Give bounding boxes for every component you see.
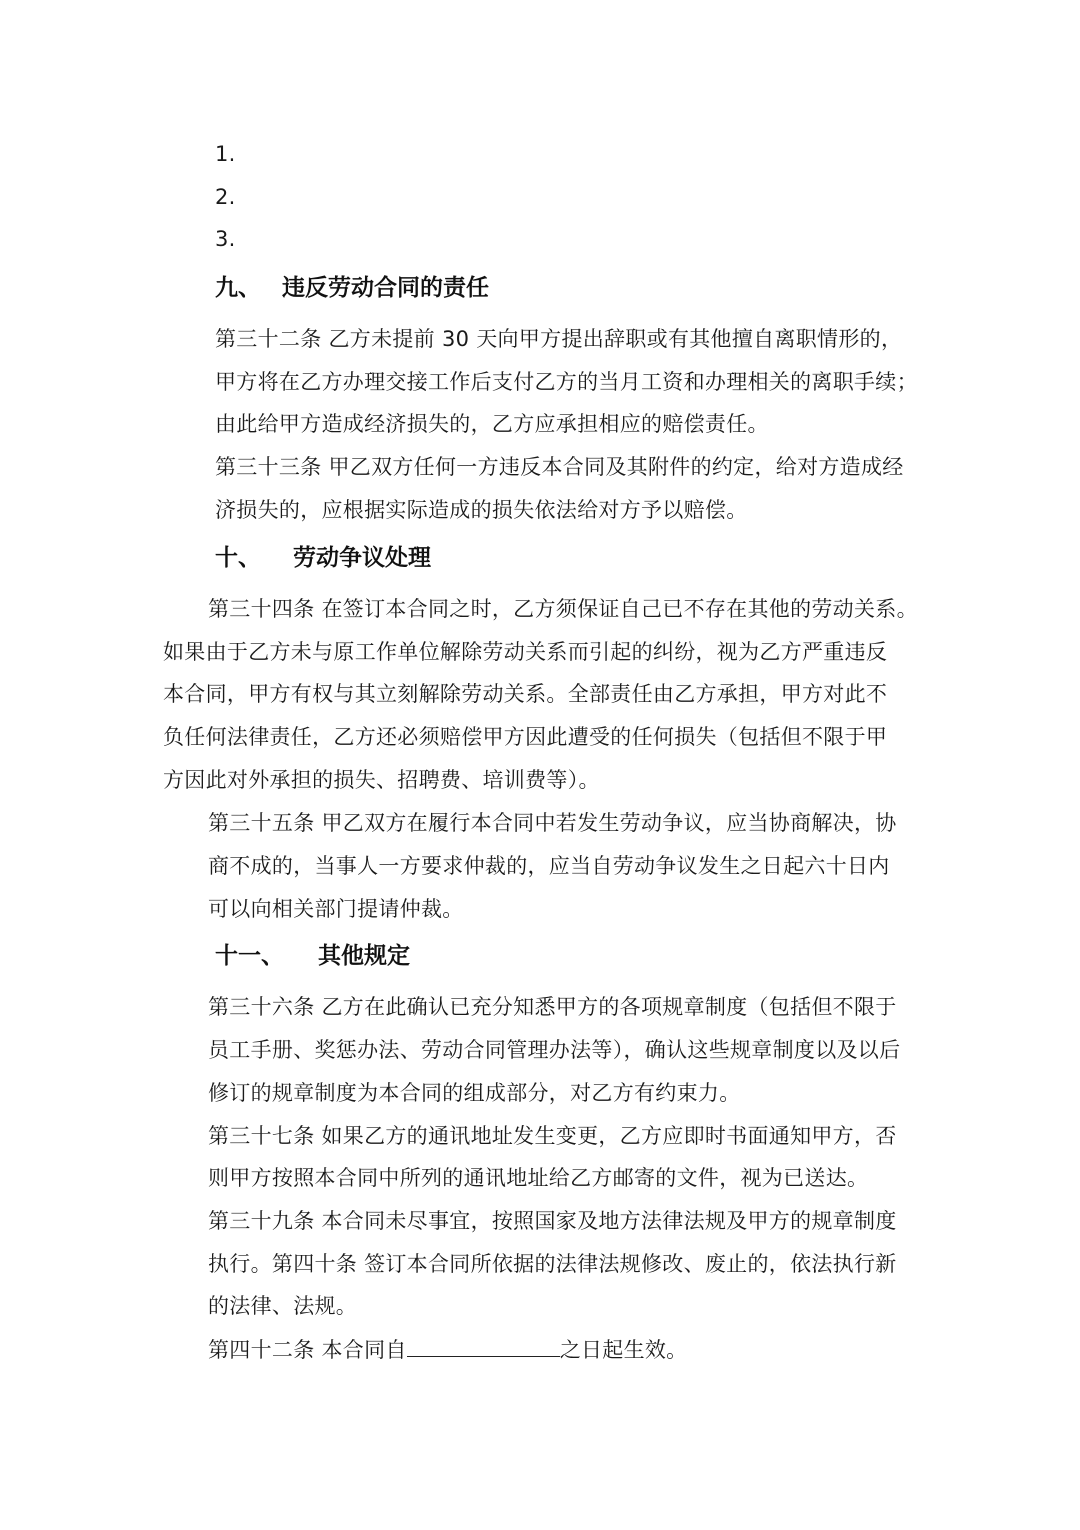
paragraph-line: 执行。第四十条 签订本合同所依据的法律法规修改、废止的，依法执行新 [208, 1252, 897, 1276]
paragraph-line: 的法律、法规。 [208, 1294, 358, 1318]
paragraph-line: 可以向相关部门提请仲裁。 [208, 897, 464, 921]
paragraph-line: 则甲方按照本合同中所列的通讯地址给乙方邮寄的文件，视为已送达。 [208, 1166, 869, 1190]
paragraph-line: 第三十七条 如果乙方的通讯地址发生变更，乙方应即时书面通知甲方，否 [208, 1124, 897, 1148]
paragraph-line: 如果由于乙方未与原工作单位解除劳动关系而引起的纠纷，视为乙方严重违反 [163, 640, 888, 664]
paragraph-line: 第三十六条 乙方在此确认已充分知悉甲方的各项规章制度（包括但不限于 [208, 995, 897, 1019]
paragraph-line: 第三十二条 乙方未提前 30 天向甲方提出辞职或有其他擅自离职情形的， [215, 327, 903, 351]
date-blank-field [407, 1336, 560, 1357]
paragraph-line: 第三十九条 本合同未尽事宜，按照国家及地方法律法规及甲方的规章制度 [208, 1209, 897, 1233]
section-11-title: 其他规定 [318, 943, 410, 969]
paragraph-line: 本合同，甲方有权与其立刻解除劳动关系。全部责任由乙方承担，甲方对此不 [163, 682, 888, 706]
effective-date-suffix: 之日起生效。 [559, 1338, 688, 1362]
paragraph-line: 商不成的，当事人一方要求仲裁的，应当自劳动争议发生之日起六十日内 [208, 854, 890, 878]
paragraph-line: 方因此对外承担的损失、招聘费、培训费等）。 [163, 768, 600, 792]
paragraph-line: 员工手册、奖惩办法、劳动合同管理办法等），确认这些规章制度以及以后 [208, 1038, 901, 1062]
paragraph-line: 济损失的，应根据实际造成的损失依法给对方予以赔偿。 [215, 498, 748, 522]
paragraph-line: 第三十三条 甲乙双方任何一方违反本合同及其附件的约定，给对方造成经 [215, 455, 904, 479]
list-number: 1. [215, 142, 236, 166]
paragraph-line: 由此给甲方造成经济损失的，乙方应承担相应的赔偿责任。 [215, 412, 769, 436]
paragraph-line: 负任何法律责任，乙方还必须赔偿甲方因此遭受的任何损失（包括但不限于甲 [163, 725, 888, 749]
section-10-number: 十、 [215, 545, 261, 571]
section-9-number: 九、 [215, 275, 261, 301]
paragraph-line: 第三十四条 在签订本合同之时，乙方须保证自己已不存在其他的劳动关系。 [208, 597, 918, 621]
paragraph-line: 第三十五条 甲乙双方在履行本合同中若发生劳动争议，应当协商解决，协 [208, 811, 897, 835]
effective-date-prefix: 第四十二条 本合同自 [208, 1338, 407, 1362]
section-9-title: 违反劳动合同的责任 [282, 275, 489, 301]
paragraph-line: 修订的规章制度为本合同的组成部分，对乙方有约束力。 [208, 1081, 741, 1105]
list-number: 3. [215, 227, 236, 251]
list-number: 2. [215, 185, 236, 209]
paragraph-line: 甲方将在乙方办理交接工作后支付乙方的当月工资和办理相关的离职手续； [215, 370, 918, 394]
effective-date-line [208, 1336, 688, 1363]
section-10-title: 劳动争议处理 [293, 545, 431, 571]
section-11-number: 十一、 [215, 943, 284, 969]
